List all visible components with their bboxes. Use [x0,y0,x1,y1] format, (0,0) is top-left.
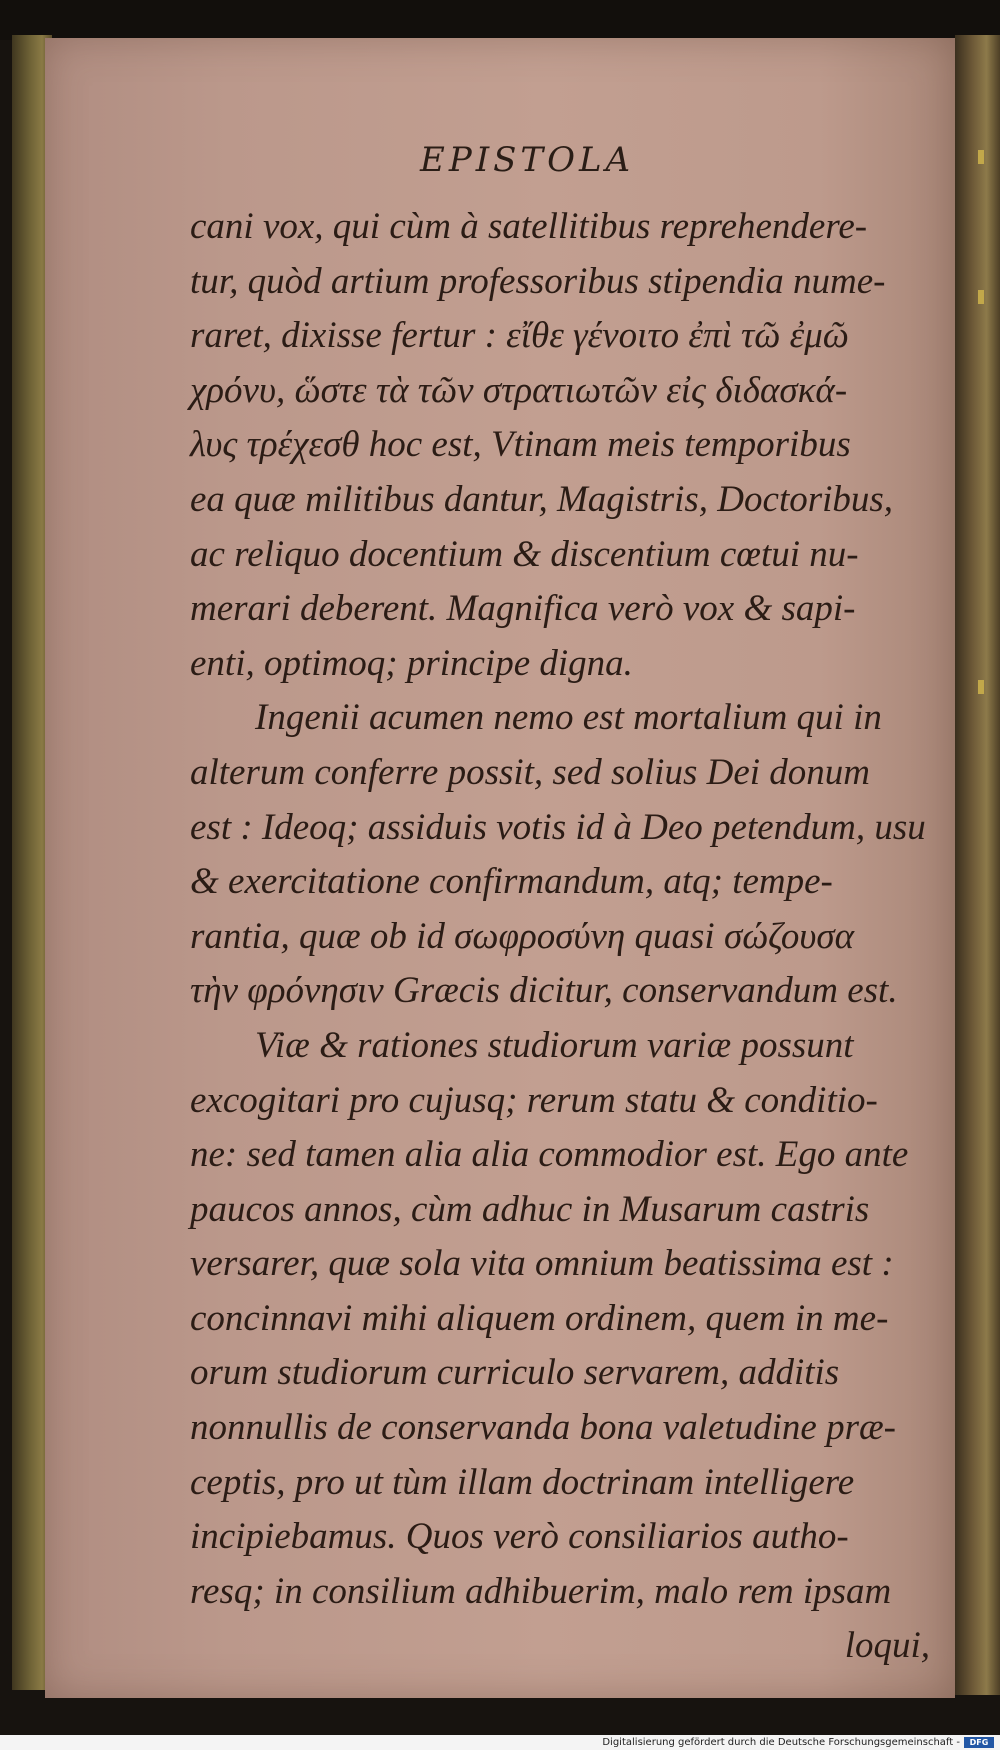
text-line: λυς τρέχεσθ hoc est, Vtinam meis temporibus [190,424,851,466]
running-head: EPISTOLA [420,140,635,180]
page-edge-mark [978,680,984,694]
text-line: rantia, quæ ob id σωφροσύνη quasi σώζουσα [190,915,855,957]
catchword: loqui, [844,1625,930,1667]
text-line: ac reliquo docentium & discentium cœtui nu- [190,533,859,575]
text-line: cani vox, qui cùm à satellitibus reprehendere- [190,206,868,247]
body-text [190,200,940,1674]
text-line: concinnavi mihi aliquem ordinem, quem in me- [190,1297,889,1339]
text-line: Viæ & rationes studiorum variæ possunt [255,1024,854,1066]
text-line: enti, optimoq; principe digna. [190,642,633,684]
text-line: Ingenii acumen nemo est mortalium qui in [255,697,882,739]
footer-credit: Digitalisierung gefördert durch die Deutsche Forschungsgemeinschaft - [602,1737,960,1748]
text-line: χρόνυ, ὥστε τὰ τῶν στρατιωτῶν εἰς διδασκά- [190,369,848,411]
book-fore-edge [955,35,1000,1695]
text-line: & exercitatione confirmandum, atq; tempe- [190,861,833,903]
text-line: resq; in consilium adhibuerim, malo rem ipsam [190,1570,892,1612]
text-line: ea quæ militibus dantur, Magistris, Doctoribus, [190,478,894,520]
page-edge-mark [978,150,984,164]
text-line: merari deberent. Magnifica verò vox & sapi- [190,588,856,630]
text-line: ne: sed tamen alia alia commodior est. Ego ante [190,1134,909,1176]
page-edge-mark [978,290,984,304]
text-line: tur, quòd artium professoribus stipendia nume- [190,260,886,302]
text-line: alterum conferre possit, sed solius Dei donum [190,751,871,793]
text-line: τὴν φρόνησιν Græcis dicitur, conservandum est. [190,970,898,1012]
text-line: ceptis, pro ut tùm illam doctrinam intelligere [190,1461,855,1503]
text-line: paucos annos, cùm adhuc in Musarum castris [190,1188,870,1230]
scan-top-border [0,0,1000,40]
text-line: raret, dixisse fertur : εἴθε γένοιτο ἐπὶ τῶ ἐμῶ [190,315,849,357]
text-line: versarer, quæ sola vita omnium beatissima est : [190,1243,894,1285]
text-line: excogitari pro cujusq; rerum statu & conditio- [190,1079,878,1121]
text-line: orum studiorum curriculo servarem, additis [190,1352,840,1394]
text-line: nonnullis de conservanda bona valetudine præ- [190,1407,896,1449]
text-line: est : Ideoq; assiduis votis id à Deo petendum, usu [190,806,926,848]
dfg-logo: DFG [964,1737,994,1748]
text-line: incipiebamus. Quos verò consiliarios autho- [190,1516,849,1558]
